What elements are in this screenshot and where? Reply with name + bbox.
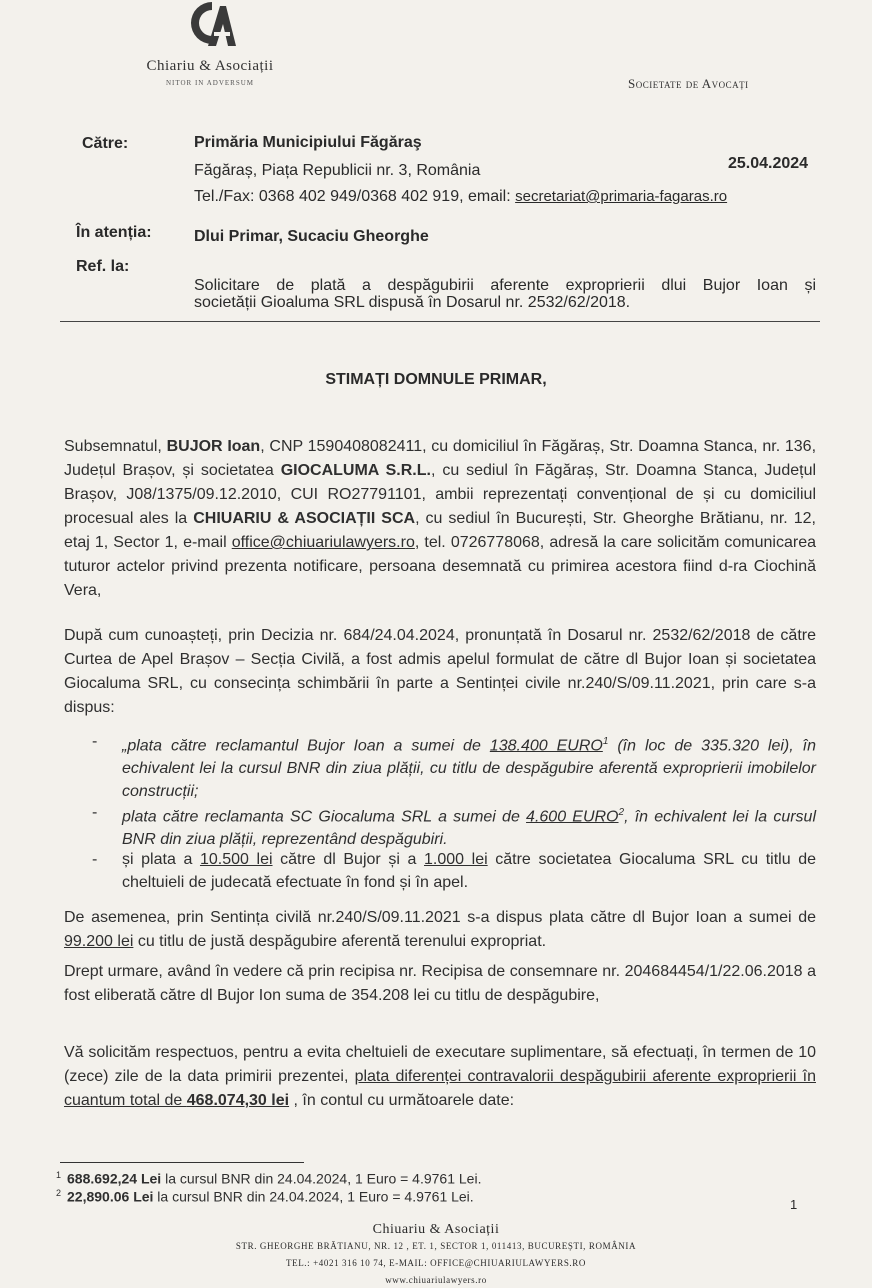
to-email-link[interactable]: secretariat@primaria-fagaras.ro — [515, 188, 728, 205]
footnote-2: $^2$ 22,890.06 Lei la cursul BNR din 24.04.2024, 1 Euro = 4.9761 Lei. — [56, 1188, 474, 1205]
to-contact-text: Tel./Fax: 0368 402 949/0368 402 919, email: — [194, 188, 516, 205]
logo-motto: NITOR IN ADVERSUM — [165, 79, 255, 87]
paragraph-request: Vă solicităm respectuos, pentru a evita cheltuieli de executare suplimentare, să efectuați, în termen de 10 (zece) zile de la data primirii prezentei, plata diferenței contravalorii despăgubirii aferente exproprierii în cuantum total de 468.074,30 lei , în contul cu următoarele date: — [64, 1044, 816, 1109]
office-email-link[interactable]: office@chiuariulawyers.ro — [231, 534, 415, 551]
ref-line-2: societății Gioaluma SRL dispusă în Dosarul nr. 2532/62/2018. — [194, 294, 631, 311]
footer-address: STR. GHEORGHE BRĂTIANU, NR. 12 , ET. 1, SECTOR 1, 011413, BUCUREȘTI, ROMÂNIA — [235, 1241, 637, 1251]
list-item: - și plata a 10.500 lei către dl Bujor și a 1.000 lei către societatea Giocaluma SRL cu titlu de cheltuieli de judecată efectuate în fond și în apel. — [92, 851, 817, 891]
ca-monogram-icon — [178, 0, 238, 50]
firm-type: Societate de Avocați — [628, 76, 749, 91]
paragraph-parties: Subsemnatul, BUJOR Ioan, CNP 1590408082411, cu domiciliul în Făgăraș, Str. Doamna Stanca, nr. 136, Județul Brașov, și societatea GIOCALUMA S.R.L., cu sediul în Făgăraș, Str. Doamna Stanca, Județul Brașov, J08/1375/09.12.2010, CUI RO27791101, ambii reprezentați convențional de și cu domiciliul procesual ales la CHIUARIU & ASOCIAȚII SCA, cu sediul în București, Str. Gheorghe Brătianu, nr. 12, etaj 1, Sector 1, e-mail office@chiuariulawyers.ro, tel. 0726778068, adresă la care solicităm comunicarea tuturor actelor privind prezenta notificare, persoana desemnată cu primirea acestora fiind d-ra Ciochină Vera, — [64, 438, 817, 599]
to-address: Făgăraș, Piața Republicii nr. 3, România — [194, 162, 481, 179]
paragraph-receipt: Drept urmare, având în vedere că prin recipisa nr. Recipisa de consemnare nr. 204684454/1/22.06.2018 a fost eliberată către dl Bujor Ion suma de 354.208 lei cu titlu de despăgubire, — [64, 963, 816, 1004]
footnote-divider — [60, 1162, 304, 1163]
to-name: Primăria Municipiului Făgăraş — [194, 134, 422, 151]
page-number: 1 — [790, 1197, 798, 1212]
footnote-1: $^1$ 688.692,24 Lei la cursul BNR din 24.04.2024, 1 Euro = 4.9761 Lei. — [56, 1170, 482, 1187]
attention-value: Dlui Primar, Sucaciu Gheorghe — [194, 228, 429, 245]
footer-contact: TEL.: +4021 316 10 74, E-MAIL: OFFICE@CHIUARIULAWYERS.RO — [286, 1258, 586, 1268]
attention-label: În atenția: — [76, 224, 152, 241]
firm-logo — [120, 0, 300, 95]
list-item: - „plata către reclamantul Bujor Ioan a sumei de 138.400 EURO$^1$ (în loc de 335.320 lei), în echivalent lei la cursul BNR din ziua plății, cu titlu de despăgubire aferentă exproprierii imobilelor construcții; — [92, 733, 816, 801]
ref-line-1: Solicitare de plată a despăgubirii aferente exproprierii dlui Bujor Ioan și — [194, 277, 816, 294]
ref-label: Ref. la: — [76, 258, 130, 275]
to-contact — [194, 188, 727, 206]
paragraph-land-compensation: De asemenea, prin Sentința civilă nr.240/S/09.11.2021 s-a dispus plata către dl Bujor Ioan a sumei de 99.200 lei cu titlu de justă despăgubire aferentă terenului expropriat. — [64, 909, 816, 950]
letter-date: 25.04.2024 — [728, 155, 809, 172]
salutation: STIMAȚI DOMNULE PRIMAR, — [325, 371, 547, 388]
footer-firm-name: Chiuariu & Asociații — [372, 1222, 500, 1237]
list-item: - plata către reclamanta SC Giocaluma SRL a sumei de 4.600 EURO$^2$, în echivalent lei la cursul BNR din ziua plății, reprezentând despăgubiri. — [92, 804, 817, 849]
footer-website: www.chiuariulawyers.ro — [385, 1275, 487, 1285]
header-divider — [60, 321, 820, 322]
to-label: Către: — [82, 135, 129, 152]
logo-firm-name: Chiariu & Asociații — [146, 58, 274, 74]
paragraph-decision: După cum cunoașteți, prin Decizia nr. 684/24.04.2024, pronunțată în Dosarul nr. 2532/62/2018 de către Curtea de Apel Brașov – Secția Civilă, a fost admis apelul formulat de către dl Bujor Ioan și societatea Giocaluma SRL, cu consecința schimbării în parte a Sentinței civile nr.240/S/09.11.2021, prin care s-a dispus: — [64, 627, 816, 716]
